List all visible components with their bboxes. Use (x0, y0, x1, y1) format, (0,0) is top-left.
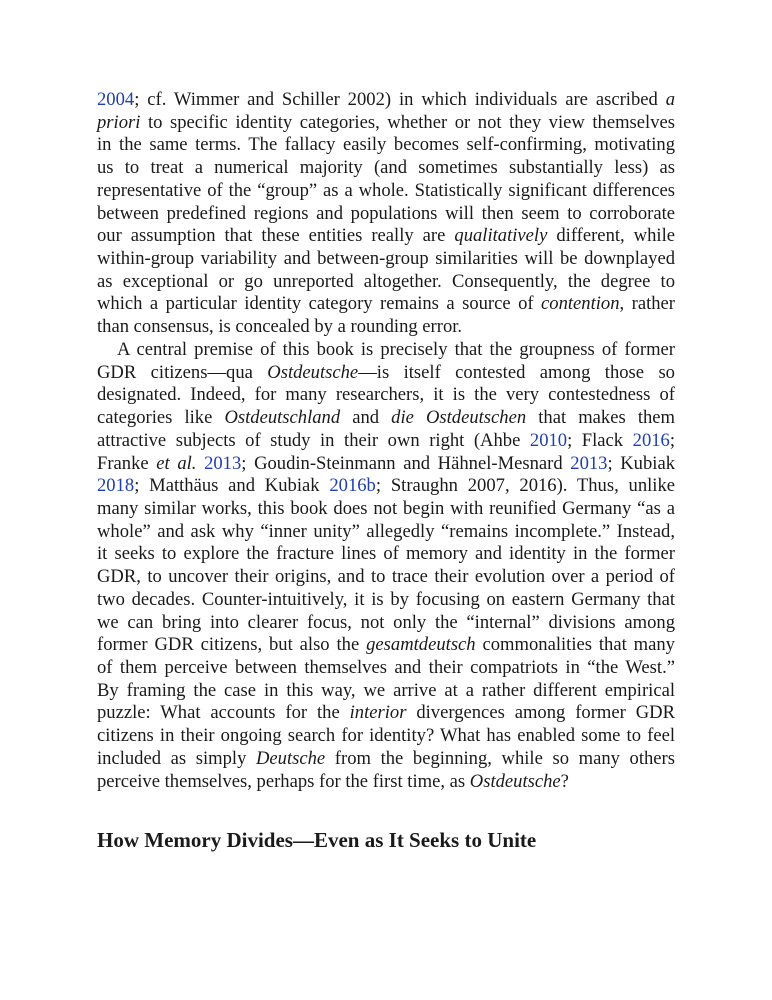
text-line (97, 407, 675, 430)
text-run: ; Matthäus and Kubiak (134, 475, 330, 497)
text-run: and (340, 407, 392, 429)
citation-link[interactable]: 2013 (570, 452, 608, 474)
text-run: of them perceive between themselves and their compatriots in “the West.” (97, 656, 675, 678)
text-line (97, 362, 675, 385)
text-run: designated. Indeed, for many researchers, it is the very contestedness of (97, 384, 675, 406)
text-run: between predefined regions and populations will then seem to corroborate (97, 202, 675, 224)
text-run: ; Flack (567, 429, 633, 451)
text-run: included as simply (97, 747, 256, 769)
text-line (97, 475, 675, 498)
text-run: us to treat a numerical majority (and sometimes substantially less) as (97, 157, 675, 179)
text-run: that makes them (526, 407, 675, 429)
text-line (97, 634, 675, 657)
text-run: our assumption that these entities really are (97, 225, 455, 247)
text-run: former GDR citizens, but also the (97, 634, 367, 656)
text-run: perceive themselves, perhaps for the first time, as (97, 770, 470, 792)
text-line (97, 771, 675, 794)
text-line (97, 225, 675, 248)
text-run: which a particular identity category remains a source of (97, 293, 542, 315)
paragraph (97, 339, 675, 793)
text-run: attractive subjects of study in their own right (Ahbe (97, 429, 530, 451)
body-text (97, 89, 675, 793)
italic-text: priori (97, 111, 141, 133)
text-line (97, 112, 675, 135)
italic-text: a (665, 89, 675, 110)
text-line (97, 748, 675, 771)
italic-text: Deutsche (256, 747, 326, 769)
italic-text: contention (541, 293, 620, 315)
italic-text: die Ostdeutschen (391, 407, 527, 429)
text-run (196, 453, 204, 474)
citation-link[interactable]: 2010 (529, 429, 568, 451)
text-line (97, 498, 675, 521)
text-run: —is itself contested among those so (358, 361, 675, 383)
text-run: citizens in their ongoing search for identity? What has enabled some to feel (97, 725, 675, 747)
text-run: puzzle: What accounts for the (97, 702, 350, 724)
text-run: different, while (547, 225, 675, 247)
text-run: two decades. Counter-intuitively, it is by focusing on eastern Germany that (97, 588, 675, 610)
text-line (97, 248, 675, 271)
text-run: ; Straughn 2007, 2016). Thus, unlike (375, 475, 676, 497)
text-line (97, 157, 675, 180)
citation-link[interactable]: 2013 (204, 452, 242, 474)
text-line (97, 453, 675, 476)
text-line (97, 702, 675, 725)
text-line (97, 271, 675, 294)
text-line (97, 725, 675, 748)
text-run: it seeks to explore the fracture lines of memory and identity in the former (97, 543, 675, 565)
text-line (97, 612, 675, 635)
text-run: from the beginning, while so many others (325, 747, 675, 769)
text-line (97, 339, 675, 362)
text-run: Franke (97, 452, 157, 474)
text-run: representative of the “group” as a whole. Statistically significant differences (97, 179, 675, 201)
text-line (97, 543, 675, 566)
italic-text: Ostdeutsche (469, 770, 561, 792)
text-run: whole” and ask why “inner unity” allegedly “remains incomplete.” Instead, (97, 520, 675, 542)
text-run: than consensus, is concealed by a rounding error. (97, 316, 463, 338)
italic-text: Ostdeutschland (224, 407, 341, 429)
text-run: GDR citizens—qua (97, 361, 268, 383)
italic-text: gesamtdeutsch (366, 634, 476, 656)
text-line (97, 180, 675, 203)
text-run: ; Kubiak (607, 452, 675, 474)
text-run: ; Goudin-Steinmann and Hähnel-Mesnard (241, 452, 571, 474)
text-line (97, 430, 675, 453)
text-line (97, 316, 675, 339)
paragraph (97, 89, 675, 339)
text-run: to specific identity categories, whether or not they view themselves (140, 111, 675, 133)
text-run: as exceptional or go unreported altogether. Consequently, the degree to (97, 270, 675, 292)
text-line (97, 521, 675, 544)
text-run: A central premise of this book is precisely that the groupness of former (117, 338, 675, 360)
citation-link[interactable]: 2016 (632, 429, 670, 451)
text-run: categories like (97, 407, 225, 429)
text-run: many similar works, this book does not begin with reunified Germany “as a (97, 497, 675, 519)
text-line (97, 89, 675, 112)
text-line (97, 134, 675, 157)
text-run: commonalities that many (475, 634, 675, 656)
text-run: divergences among former GDR (406, 702, 675, 724)
citation-link[interactable]: 2018 (97, 475, 135, 497)
italic-text: Ostdeutsche (267, 361, 359, 383)
text-run: in the same terms. The fallacy easily becomes self-confirming, motivating (97, 134, 675, 156)
italic-text: qualitatively (454, 225, 548, 247)
text-run: we can bring into clearer focus, not only the “internal” divisions among (97, 611, 675, 633)
text-run: GDR, to uncover their origins, and to trace their evolution over a period of (97, 566, 675, 588)
italic-text: et al. (156, 452, 197, 474)
citation-link[interactable]: 2016b (329, 475, 376, 497)
text-line (97, 589, 675, 612)
section-heading: How Memory Divides—Even as It Seeks to Unite (97, 828, 537, 852)
text-line (97, 384, 675, 407)
text-line (97, 566, 675, 589)
italic-text: interior (349, 702, 407, 724)
text-line (97, 293, 675, 316)
text-line (97, 657, 675, 680)
text-run: By framing the case in this way, we arrive at a rather different empirical (97, 679, 675, 701)
text-line (97, 203, 675, 226)
text-run: ? (560, 770, 569, 792)
text-run: within-group variability and between-group similarities will be downplayed (97, 248, 675, 270)
text-run: , rather (619, 293, 675, 315)
text-line (97, 680, 675, 703)
citation-link[interactable]: 2004 (97, 89, 135, 110)
text-run: ; cf. Wimmer and Schiller 2002) in which individuals are ascribed (134, 89, 666, 110)
text-run: ; (669, 429, 675, 451)
